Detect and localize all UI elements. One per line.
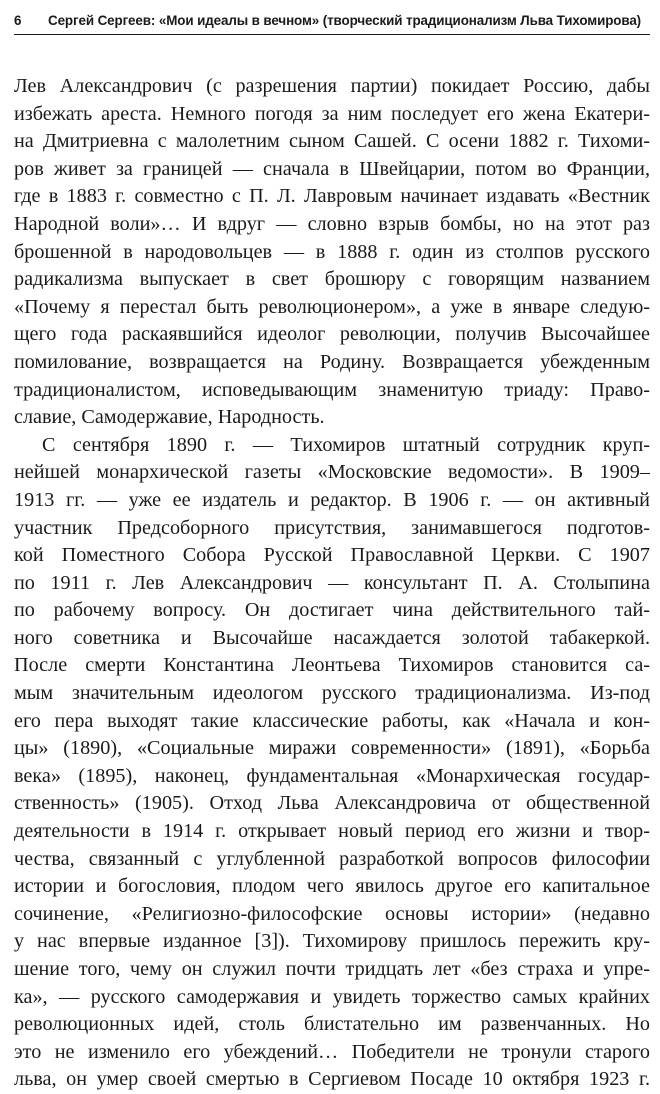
text-line: цы» (1890), «Социальные миражи современности» (1891), «Борьба	[14, 737, 650, 760]
text-line: ного советника и Высочайше насаждается золотой табакеркой.	[14, 626, 650, 649]
text-line: ка», — русского самодержавия и увидеть торжество самых крайних	[14, 985, 650, 1008]
text-line: 1913 гг. — уже ее издатель и редактор. В 1906 г. — он активный	[14, 488, 650, 511]
text-line: революционных идей, столь блистательно им развенчанных. Но	[14, 1013, 650, 1036]
paragraph-1	[14, 73, 650, 432]
text-line: это не изменило его убеждений… Победители не тронули старого	[14, 1040, 650, 1063]
text-line: чества, связанный с углубленной разработкой вопросов философии	[14, 847, 650, 870]
page-number: 6	[14, 12, 22, 28]
text-line: нейшей монархической газеты «Московские ведомости». В 1909–	[14, 461, 650, 484]
text-line: Народной воли»… И вдруг — словно взрыв бомбы, но на этот раз	[14, 212, 650, 235]
text-line: сочинение, «Религиозно-философские основы истории» (недавно	[14, 902, 650, 925]
text-line: кой Поместного Собора Русской Православной Церкви. С 1907	[14, 544, 650, 567]
text-line: славие, Самодержавие, Народность.	[14, 406, 325, 429]
running-head	[14, 6, 650, 35]
text-line: участник Предсоборного присутствия, занимавшегося подготов-	[14, 516, 650, 539]
text-line: традиционалистом, исповедывающим знаменитую триаду: Право-	[14, 378, 650, 401]
text-line: радикализма выпускает в свет брошюру с говорящим названием	[14, 268, 650, 291]
text-line: по рабочему вопросу. Он достигает чина действительного тай-	[14, 599, 650, 622]
text-line: его пера выходят такие классические работы, как «Начала и кон-	[14, 709, 650, 732]
text-line: ственность» (1905). Отход Льва Александровича от общественной	[14, 792, 650, 815]
text-line: «Почему я перестал быть революционером», а уже в январе следую-	[14, 295, 650, 318]
text-line: ров живет за границей — сначала в Швейцарии, потом во Франции,	[14, 157, 650, 180]
text-line: щего года раскаявшийся идеолог революции, получив Высочайшее	[14, 323, 650, 346]
body-text	[14, 73, 650, 1094]
text-line: века» (1895), наконец, фундаментальная «Монархическая государ-	[14, 764, 650, 787]
text-line: Лев Александрович (с разрешения партии) покидает Россию, дабы	[14, 75, 650, 97]
text-line: истории и богословия, плодом чего явилось другое его капитальное	[14, 875, 650, 898]
text-line: брошенной в народовольцев — в 1888 г. один из столпов русского	[14, 240, 650, 263]
text-line: мым значительным идеологом русского традиционализма. Из-под	[14, 682, 650, 705]
text-line: помилование, возвращается на Родину. Возвращается убежденным	[14, 350, 650, 373]
text-line: деятельности в 1914 г. открывает новый период его жизни и твор-	[14, 820, 650, 843]
text-line: на Дмитриевна с малолетним сыном Сашей. С осени 1882 г. Тихоми-	[14, 130, 650, 153]
running-title: Сергей Сергеев: «Мои идеалы в вечном» (творческий традиционализм Льва Тихомирова)	[48, 12, 642, 28]
text-line: шение того, чему он служил почти тридцать лет «без страха и упре-	[14, 958, 650, 980]
text-line: у нас впервые изданное [3]). Тихомирову пришлось пережить кру-	[14, 930, 650, 953]
paragraph-2	[14, 432, 650, 1094]
text-line: где в 1883 г. совместно с П. Л. Лавровым начинает издавать «Вестник	[14, 185, 650, 208]
text-line: льва, он умер своей смертью в Сергиевом Посаде 10 октября 1923 г.	[14, 1068, 650, 1091]
text-line: избежать ареста. Немного погодя за ним последует его жена Екатери-	[14, 102, 650, 125]
text-line: С сентября 1890 г. — Тихомиров штатный сотрудник круп-	[42, 433, 650, 456]
text-line: После смерти Константина Леонтьева Тихомиров становится са-	[14, 654, 650, 677]
text-line: по 1911 г. Лев Александрович — консультант П. А. Столыпина	[14, 571, 650, 594]
